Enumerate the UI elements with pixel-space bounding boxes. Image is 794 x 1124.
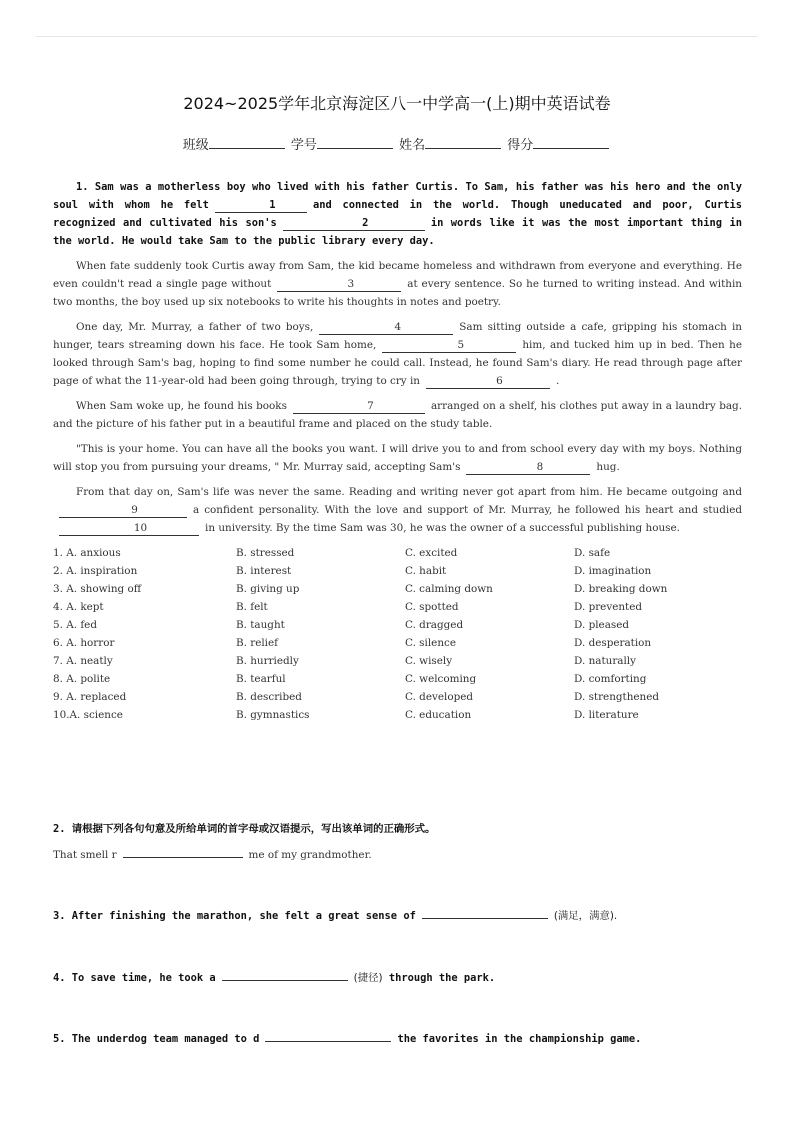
score-label: 得分 bbox=[507, 138, 534, 153]
q2-text-after: me of my grandmother. bbox=[248, 849, 372, 861]
option-a[interactable]: 4. A. kept bbox=[53, 601, 104, 613]
question-3 bbox=[53, 907, 617, 922]
option-b[interactable]: B. felt bbox=[236, 601, 268, 613]
option-row bbox=[53, 652, 742, 670]
option-c[interactable]: C. wisely bbox=[405, 655, 453, 667]
blank-9[interactable]: 9 bbox=[59, 504, 187, 518]
option-b[interactable]: B. described bbox=[236, 691, 302, 703]
option-d[interactable]: D. pleased bbox=[574, 619, 630, 631]
option-c[interactable]: C. spotted bbox=[405, 601, 459, 613]
option-c[interactable]: C. excited bbox=[405, 547, 458, 559]
intro-text-3: in words like it was the most important thing in the world. He would take Sam to the public library every day. bbox=[53, 217, 743, 247]
option-a[interactable]: 8. A. polite bbox=[53, 673, 111, 685]
q4-answer-blank[interactable] bbox=[222, 969, 348, 981]
option-d[interactable]: D. desperation bbox=[574, 637, 652, 649]
question-4 bbox=[53, 969, 495, 984]
option-b[interactable]: B. tearful bbox=[236, 673, 286, 685]
name-label: 姓名 bbox=[399, 138, 426, 153]
option-row bbox=[53, 544, 742, 562]
option-c[interactable]: C. calming down bbox=[405, 583, 493, 595]
intro-text-2: and connected in the world. Though uneducated and poor, Curtis recognized and cultivated his son's bbox=[53, 199, 742, 229]
blank-4[interactable]: 4 bbox=[319, 321, 453, 335]
class-label: 班级 bbox=[182, 138, 209, 153]
q4-hint: (捷径) bbox=[353, 972, 383, 984]
top-divider bbox=[36, 36, 758, 37]
class-blank[interactable] bbox=[209, 136, 285, 149]
passage-paragraph-4 bbox=[53, 397, 742, 433]
option-b[interactable]: B. taught bbox=[236, 619, 285, 631]
p6-text-3: in university. By the time Sam was 30, he was the owner of a successful publishing house. bbox=[205, 522, 680, 534]
option-c[interactable]: C. welcoming bbox=[405, 673, 477, 685]
q3-answer-blank[interactable] bbox=[422, 907, 548, 919]
student-number-label: 学号 bbox=[290, 138, 317, 153]
option-d[interactable]: D. naturally bbox=[574, 655, 636, 667]
q3-text-before: 3. After finishing the marathon, she felt a great sense of bbox=[53, 910, 416, 922]
q5-answer-blank[interactable] bbox=[265, 1030, 391, 1042]
option-b[interactable]: B. relief bbox=[236, 637, 278, 649]
option-a[interactable]: 1. A. anxious bbox=[53, 547, 121, 559]
option-a[interactable]: 2. A. inspiration bbox=[53, 565, 138, 577]
option-row bbox=[53, 598, 742, 616]
option-d[interactable]: D. breaking down bbox=[574, 583, 668, 595]
option-c[interactable]: C. silence bbox=[405, 637, 456, 649]
options-table bbox=[53, 544, 742, 724]
q5-text-before: 5. The underdog team managed to d bbox=[53, 1033, 260, 1045]
option-b[interactable]: B. hurriedly bbox=[236, 655, 299, 667]
name-blank[interactable] bbox=[425, 136, 501, 149]
p5-text-1: "This is your home. You can have all the books you want. I will drive you to and from school every day with my boys. Nothing will stop you from pursuing your dreams, " Mr. Murray said, accepting Sam's bbox=[53, 443, 742, 473]
blank-10[interactable]: 10 bbox=[59, 522, 199, 536]
q5-text-after: the favorites in the championship game. bbox=[397, 1033, 642, 1045]
p3-text-2: Sam sitting outside a cafe, gripping his stomach in hunger, tears streaming down his face. He took Sam home, bbox=[53, 321, 742, 351]
option-c[interactable]: C. developed bbox=[405, 691, 474, 703]
student-info-line bbox=[0, 134, 794, 153]
blank-8[interactable]: 8 bbox=[466, 461, 590, 475]
option-d[interactable]: D. literature bbox=[574, 709, 639, 721]
option-b[interactable]: B. interest bbox=[236, 565, 292, 577]
option-c[interactable]: C. dragged bbox=[405, 619, 464, 631]
option-row bbox=[53, 634, 742, 652]
blank-2[interactable]: 2 bbox=[283, 217, 425, 231]
p3-text-1: One day, Mr. Murray, a father of two boys, bbox=[76, 321, 314, 333]
question-1-passage bbox=[53, 178, 742, 724]
option-d[interactable]: D. comforting bbox=[574, 673, 647, 685]
blank-1[interactable]: 1 bbox=[215, 199, 307, 213]
p5-text-2: hug. bbox=[596, 461, 620, 473]
score-blank[interactable] bbox=[533, 136, 609, 149]
option-row bbox=[53, 580, 742, 598]
option-row bbox=[53, 706, 742, 724]
q2-text-before: That smell r bbox=[53, 849, 117, 861]
option-a[interactable]: 7. A. neatly bbox=[53, 655, 113, 667]
option-row bbox=[53, 562, 742, 580]
intro-text-1: 1. Sam was a motherless boy who lived with his father Curtis. To Sam, his father was his hero and the only soul with whom he felt bbox=[53, 181, 742, 211]
p6-text-1: From that day on, Sam's life was never the same. Reading and writing never got apart from him. He became outgoing and bbox=[76, 486, 742, 498]
option-a[interactable]: 6. A. horror bbox=[53, 637, 115, 649]
p4-text-2: arranged on a shelf, his clothes put away in a laundry bag. and the picture of his father put in a beautiful frame and placed on the study table. bbox=[53, 400, 743, 430]
q4-text-after: through the park. bbox=[388, 972, 496, 984]
p3-text-3: him, and tucked him up in bed. Then he looked through Sam's bag, hoping to find some number he could call. Instead, he found Sam's diary. He read through page after page of what the 11-year-old had been going through, trying to cry in bbox=[53, 339, 743, 387]
option-a[interactable]: 3. A. showing off bbox=[53, 583, 142, 595]
question-2-instruction bbox=[53, 820, 435, 835]
blank-5[interactable]: 5 bbox=[382, 339, 516, 353]
p2-text: When fate suddenly took Curtis away from Sam, the kid became homeless and withdrawn from everyone and everything. He even couldn't read a single page without bbox=[53, 260, 742, 290]
option-row bbox=[53, 688, 742, 706]
option-d[interactable]: D. imagination bbox=[574, 565, 652, 577]
p6-text-2: a confident personality. With the love and support of Mr. Murray, he followed his heart and studied bbox=[193, 504, 742, 516]
option-b[interactable]: B. gymnastics bbox=[236, 709, 310, 721]
question-5 bbox=[53, 1030, 641, 1045]
blank-3[interactable]: 3 bbox=[277, 278, 401, 292]
question-2-sentence bbox=[53, 846, 372, 861]
option-d[interactable]: D. prevented bbox=[574, 601, 643, 613]
q4-text-before: 4. To save time, he took a bbox=[53, 972, 216, 984]
option-c[interactable]: C. education bbox=[405, 709, 472, 721]
option-row bbox=[53, 616, 742, 634]
student-number-blank[interactable] bbox=[317, 136, 393, 149]
option-a[interactable]: 5. A. fed bbox=[53, 619, 97, 631]
blank-6[interactable]: 6 bbox=[426, 375, 550, 389]
q2-instruction-text: 2. 请根据下列各句句意及所给单词的首字母或汉语提示，写出该单词的正确形式。 bbox=[53, 823, 436, 835]
option-b[interactable]: B. giving up bbox=[236, 583, 300, 595]
p3-text-4: . bbox=[555, 375, 560, 387]
p4-text-1: When Sam woke up, he found his books bbox=[76, 400, 287, 412]
q3-hint: (满足，满意). bbox=[553, 910, 618, 922]
q2-answer-blank[interactable] bbox=[123, 846, 243, 858]
option-row bbox=[53, 670, 742, 688]
option-d[interactable]: D. strengthened bbox=[574, 691, 660, 703]
option-c[interactable]: C. habit bbox=[405, 565, 447, 577]
option-a[interactable]: 9. A. replaced bbox=[53, 691, 127, 703]
passage-intro bbox=[53, 178, 742, 250]
option-d[interactable]: D. safe bbox=[574, 547, 611, 559]
passage-paragraph-2 bbox=[53, 257, 742, 311]
page-title: 2024~2025学年北京海淀区八一中学高一(上)期中英语试卷 bbox=[183, 94, 611, 113]
passage-paragraph-5 bbox=[53, 440, 742, 476]
blank-7[interactable]: 7 bbox=[293, 400, 425, 414]
p2-text-end: at every sentence. So he turned to writing instead. And within two months, the boy used up six notebooks to write his thoughts in notes and poetry. bbox=[53, 278, 742, 308]
option-b[interactable]: B. stressed bbox=[236, 547, 295, 559]
passage-paragraph-6 bbox=[53, 483, 742, 537]
passage-paragraph-3 bbox=[53, 318, 742, 390]
option-a[interactable]: 10.A. science bbox=[53, 709, 123, 721]
